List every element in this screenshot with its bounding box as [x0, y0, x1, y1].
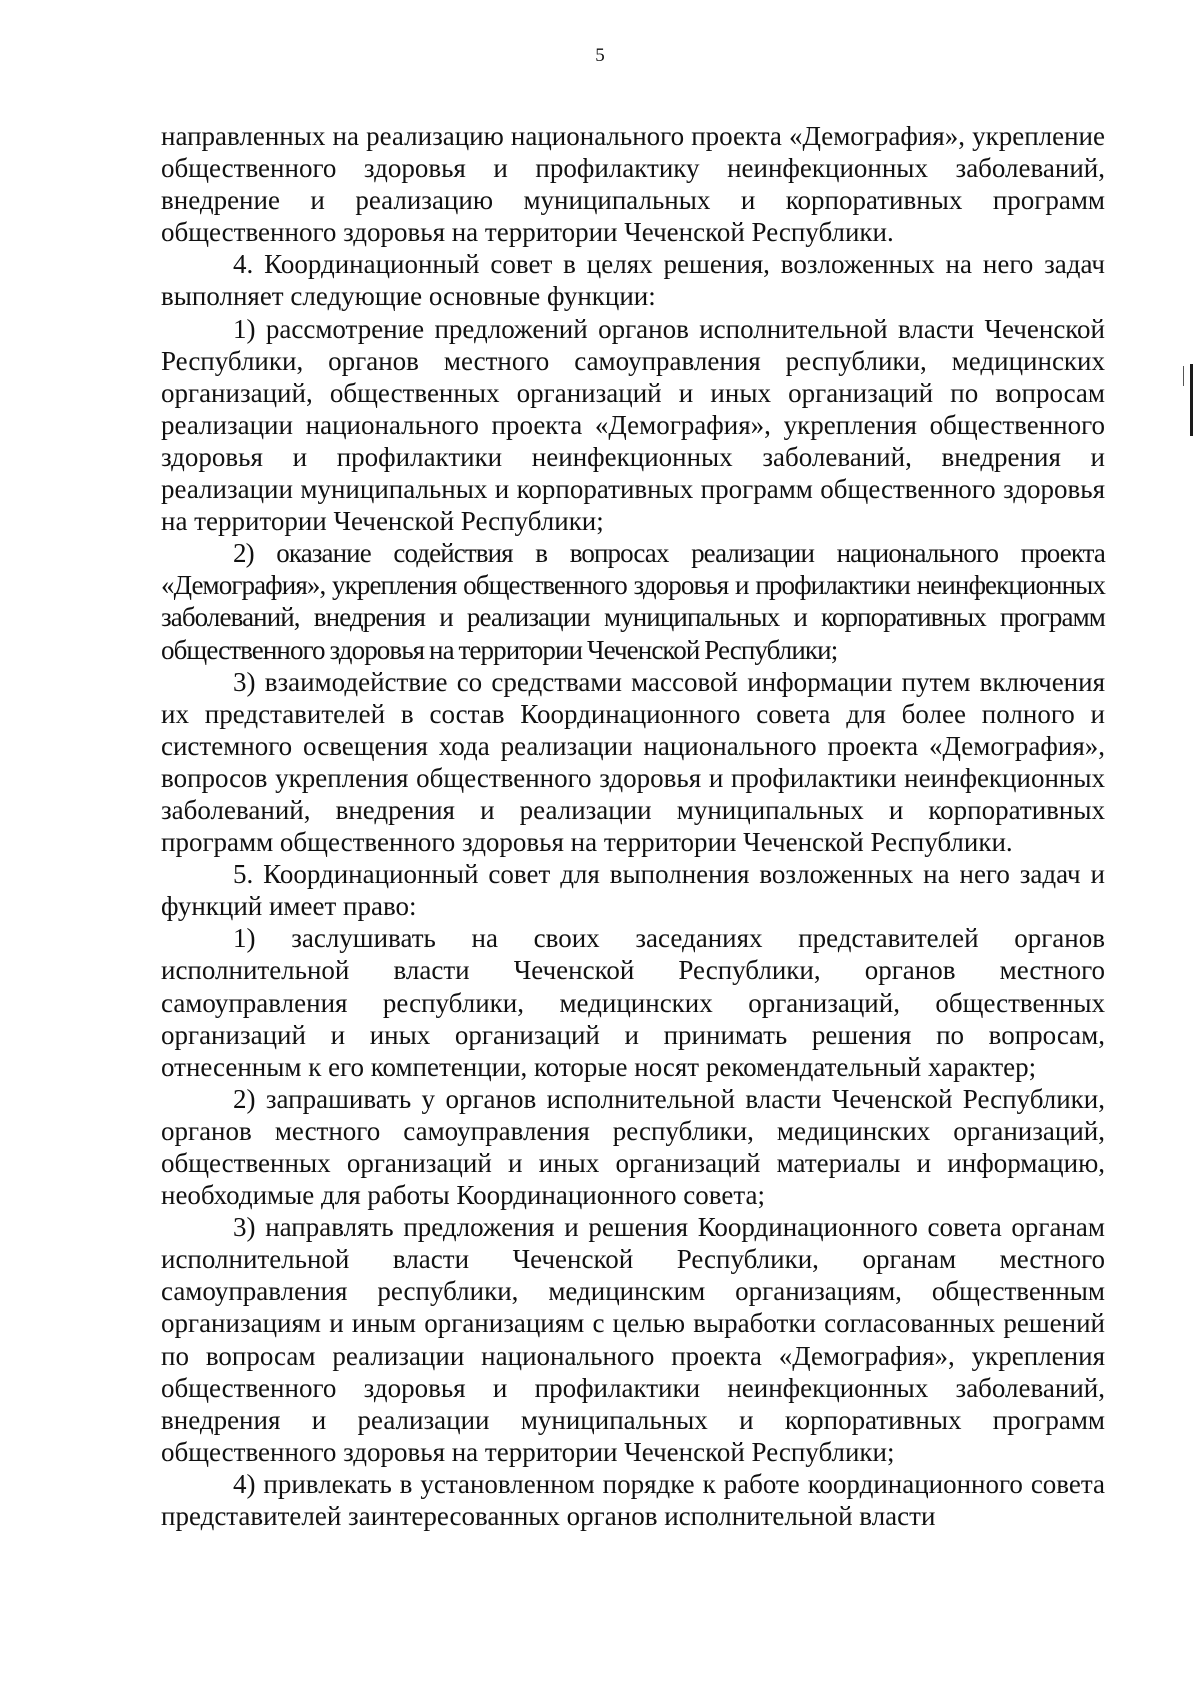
paragraph-item-5-1: 1) заслушивать на своих заседаниях представителей органов исполнительной власти Чеченской Республики, органов местного самоуправления республики, медицинских организаций, общественных организаций и иных организаций и принимать решения по вопросам, отнесенным к его компетенции, которые носят рекомендательный характер; [161, 923, 1105, 1082]
paragraph-item-5-2: 2) запрашивать у органов исполнительной власти Чеченской Республики, органов местного самоуправления республики, медицинских организаций, общественных организаций и иных организаций материалы и информацию, необходимые для работы Координационного совета; [161, 1083, 1105, 1211]
paragraph-continuation: направленных на реализацию национального проекта «Демография», укрепление общественного здоровья и профилактику неинфекционных заболеваний, внедрение и реализацию муниципальных и корпоративных программ общественного здоровья на территории Чеченской Республики. [161, 121, 1105, 248]
scan-margin-mark [1190, 364, 1193, 436]
paragraph-item-4-1: 1) рассмотрение предложений органов исполнительной власти Чеченской Республики, органов местного самоуправления республики, медицинских организаций, общественных организаций и иных организаций по вопросам реализации национального проекта «Демография», укрепления общественного здоровья и профилактики неинфекционных заболеваний, внедрения и реализации муниципальных и корпоративных программ общественного здоровья на территории Чеченской Республики; [161, 313, 1105, 537]
paragraph-section-4: 4. Координационный совет в целях решения, возложенных на него задач выполняет следующие основные функции: [161, 249, 1105, 312]
paragraph-item-4-3: 3) взаимодействие со средствами массовой информации путем включения их представителей в состав Координационного совета для более полного и системного освещения хода реализации национального проекта «Демография», вопросов укрепления общественного здоровья и профилактики неинфекционных заболеваний, внедрения и реализации муниципальных и корпоративных программ общественного здоровья на территории Чеченской Республики. [161, 666, 1105, 858]
scan-margin-mark-thin [1183, 366, 1184, 386]
paragraph-item-5-4: 4) привлекать в установленном порядке к работе координационного совета представителей заинтересованных органов исполнительной власти [161, 1468, 1105, 1532]
paragraph-section-5: 5. Координационный совет для выполнения возложенных на него задач и функций имеет право: [161, 859, 1105, 922]
paragraph-item-5-3: 3) направлять предложения и решения Координационного совета органам исполнительной власти Чеченской Республики, органам местного самоуправления республики, медицинским организациям, общественным организациям и иным организациям с целью выработки согласованных решений по вопросам реализации национального проекта «Демография», укрепления общественного здоровья и профилактики неинфекционных заболеваний, внедрения и реализации муниципальных и корпоративных программ общественного здоровья на территории Чеченской Республики; [161, 1212, 1105, 1467]
page-number: 5 [595, 45, 605, 66]
paragraph-item-4-2: 2) оказание содействия в вопросах реализации национального проекта «Демография», укрепления общественного здоровья и профилактики неинфекционных заболеваний, внедрения и реализации муниципальных и корпоративных программ общественного здоровья на территории Чеченской Республики; [161, 538, 1105, 665]
document-body [161, 120, 1105, 1532]
